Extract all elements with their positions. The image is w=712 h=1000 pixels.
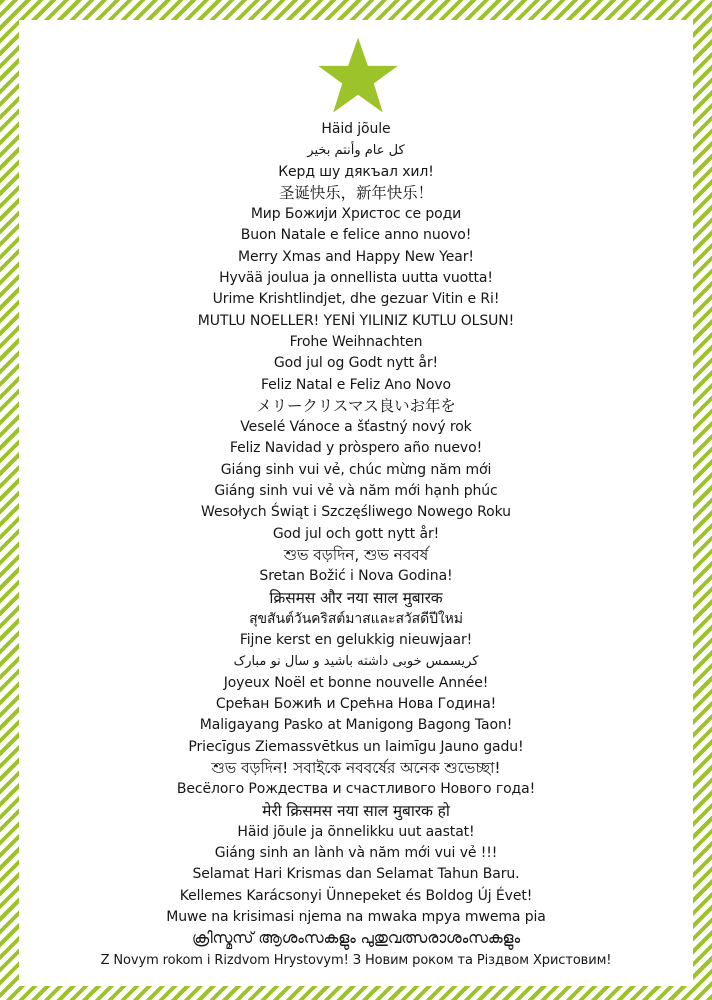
greeting-latvian: Priecīgus Ziemassvētkus un laimīgu Jauno gadu! bbox=[188, 738, 524, 755]
greeting-swedish: God jul och gott nytt år! bbox=[272, 525, 440, 542]
greeting-filipino: Maligayang Pasko at Manigong Bagong Taon! bbox=[199, 717, 513, 734]
greeting-spanish: Feliz Navidad y pròspero año nuevo! bbox=[229, 440, 483, 457]
greeting-italian: Buon Natale e felice anno nuovo! bbox=[240, 227, 472, 244]
greeting-estonian-2: Häid jõule ja õnnelikku uut aastat! bbox=[237, 823, 475, 840]
greeting-bengali-1: শুভ বড়দিন, শুভ নববর্ষ bbox=[283, 545, 429, 564]
greeting-malay: Selamat Hari Krismas dan Selamat Tahun Baru. bbox=[192, 866, 520, 883]
greeting-german: Frohe Weihnachten bbox=[289, 333, 423, 350]
greeting-english: Merry Xmas and Happy New Year! bbox=[238, 248, 474, 265]
greeting-albanian: Urime Krishtlindjet, dhe gezuar Vitin e Ri! bbox=[212, 291, 500, 308]
greeting-polish: Wesołych Świąt i Szczęśliwego Nowego Roku bbox=[201, 504, 511, 521]
greeting-estonian: Häid jõule bbox=[321, 121, 391, 137]
greeting-swahili: Muwe na krisimasi njema na mwaka mpya mwema pia bbox=[166, 908, 546, 925]
greeting-norwegian: God jul og Godt nytt år! bbox=[273, 355, 439, 372]
greeting-thai: สุขสันต์วันคริสต์มาสและสวัสดีปีใหม่ bbox=[249, 610, 463, 627]
greeting-persian: کریسمس خوبی داشته باشید و سال نو مبارک bbox=[233, 654, 479, 670]
star-icon bbox=[316, 36, 400, 120]
greeting-turkish: MUTLU NOELLER! YENİ YILINIZ KUTLU OLSUN! bbox=[197, 312, 515, 329]
greeting-russian: Весёлого Рождества и счастливого Нового года! bbox=[176, 781, 536, 798]
greeting-bengali-2: শুভ বড়দিন! সবাইকে নববর্ষের অনেক শুভেচ্ছা! bbox=[211, 758, 501, 777]
greetings-list bbox=[0, 119, 712, 971]
greeting-macedonian: Срећан Божић и Срећна Нова Година! bbox=[215, 696, 497, 713]
greeting-hindi-1: क्रिसमस और नया साल मुबारक bbox=[269, 588, 443, 607]
greeting-finnish: Hyvää joulua ja onnellista uutta vuotta! bbox=[219, 270, 493, 287]
greeting-czech: Veselé Vánoce a šťastný nový rok bbox=[240, 419, 472, 436]
greeting-ukrainian: Z Novym rokom i Rizdvom Hrystovym! З Новим роком та Різдвом Христовим! bbox=[100, 952, 612, 968]
greeting-vietnamese-2: Giáng sinh vui vẻ và năm mới hạnh phúc bbox=[214, 483, 498, 500]
greeting-chechen: Керд шу дякъал хил! bbox=[278, 163, 434, 180]
greeting-japanese: メリークリスマス良いお年を bbox=[256, 396, 456, 415]
greeting-arabic: كل عام وأنتم بخير bbox=[307, 143, 405, 159]
greeting-hungarian: Kellemes Karácsonyi Ünnepeket és Boldog Új Évet! bbox=[179, 887, 533, 904]
greeting-vietnamese-1: Giáng sinh vui vẻ, chúc mừng năm mới bbox=[220, 461, 492, 478]
greeting-hindi-2: मेरी क्रिसमस नया साल मुबारक हो bbox=[262, 801, 450, 820]
greeting-malayalam: ക്രിസ്മസ് ആശംസകളും പുതുവത്സരാശംസകളും bbox=[191, 929, 521, 948]
greeting-croatian: Sretan Božić i Nova Godina! bbox=[259, 568, 453, 585]
greeting-chinese: 圣诞快乐，新年快乐！ bbox=[278, 183, 433, 202]
greeting-dutch: Fijne kerst en gelukkig nieuwjaar! bbox=[239, 632, 473, 649]
greeting-vietnamese-3: Giáng sinh an lành và năm mới vui vẻ !!! bbox=[214, 845, 498, 862]
greeting-serbian: Мир Божији Христос се роди bbox=[250, 206, 462, 223]
greeting-french: Joyeux Noël et bonne nouvelle Année! bbox=[223, 674, 489, 691]
greeting-portuguese: Feliz Natal e Feliz Ano Novo bbox=[260, 376, 452, 393]
